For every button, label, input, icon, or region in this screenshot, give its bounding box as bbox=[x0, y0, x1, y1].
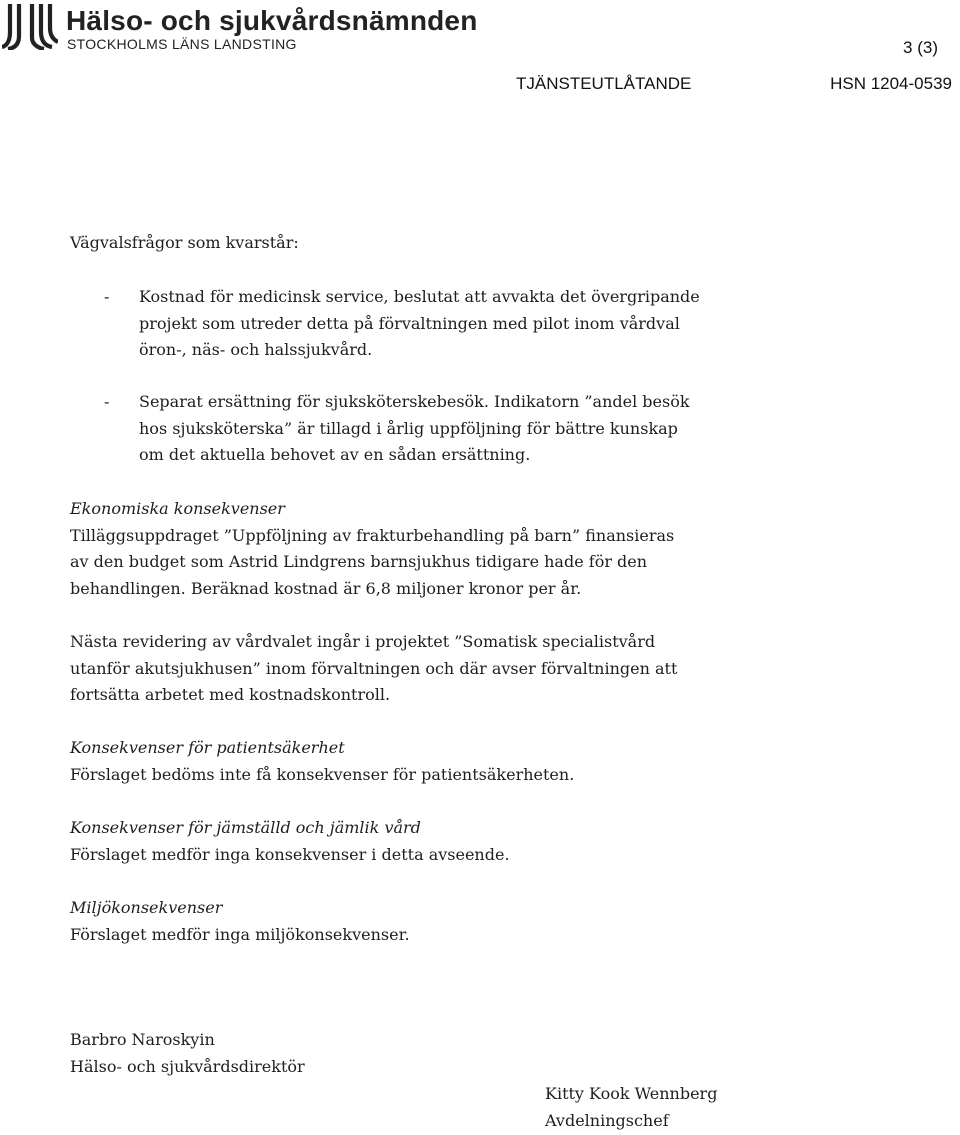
bullet-line: hos sjuksköterska” är tillagd i årlig uppföljning för bättre kunskap bbox=[139, 418, 678, 438]
section-heading: Ekonomiska konsekvenser bbox=[70, 499, 285, 518]
bullet-line: Separat ersättning för sjuksköterskebesök. Indikatorn ”andel besök bbox=[139, 392, 690, 411]
bullet-line: om det aktuella behovet av en sådan ersättning. bbox=[139, 445, 531, 464]
page-number: 3 (3) bbox=[903, 38, 938, 57]
primary-signature bbox=[70, 1027, 305, 1080]
bullet-marker: - bbox=[104, 287, 110, 306]
signatory-title: Hälso- och sjukvårdsdirektör bbox=[70, 1056, 305, 1076]
signatory-title: Avdelningschef bbox=[545, 1110, 669, 1130]
section-heading: Konsekvenser för jämställd och jämlik vård bbox=[70, 818, 421, 837]
section-revision bbox=[70, 629, 677, 709]
signatory-name: Kitty Kook Wennberg bbox=[545, 1084, 718, 1103]
section-line: utanför akutsjukhusen” inom förvaltningen och där avser förvaltningen att bbox=[70, 658, 678, 678]
section-line: av den budget som Astrid Lindgrens barnsjukhus tidigare hade för den bbox=[70, 552, 648, 571]
bullet-marker: - bbox=[104, 392, 110, 411]
document-type: TJÄNSTEUTLÅTANDE bbox=[516, 74, 692, 93]
section-heading: Miljökonsekvenser bbox=[70, 898, 223, 917]
section-line: Förslaget medför inga miljökonsekvenser. bbox=[70, 924, 410, 944]
section-economic bbox=[70, 496, 674, 602]
bullet-line: projekt som utreder detta på förvaltningen med pilot inom vårdval bbox=[139, 313, 680, 333]
landsting-logo-icon bbox=[2, 2, 58, 50]
bullet-line: Kostnad för medicinsk service, beslutat att avvakta det övergripande bbox=[139, 287, 700, 306]
section-line: Förslaget bedöms inte få konsekvenser för patientsäkerheten. bbox=[70, 764, 575, 784]
bullet-line: öron-, näs- och halssjukvård. bbox=[139, 340, 373, 359]
signatory-name: Barbro Naroskyin bbox=[70, 1030, 215, 1049]
section-environment bbox=[70, 895, 410, 948]
section-line: fortsätta arbetet med kostnadskontroll. bbox=[70, 685, 391, 704]
section-heading: Konsekvenser för patientsäkerhet bbox=[70, 738, 345, 757]
secondary-signature bbox=[545, 1081, 717, 1134]
section-patient-safety bbox=[70, 735, 574, 788]
intro-heading: Vägvalsfrågor som kvarstår: bbox=[70, 233, 299, 252]
section-equality bbox=[70, 815, 510, 868]
bullet-item bbox=[139, 284, 700, 364]
document-reference: HSN 1204-0539 bbox=[830, 74, 952, 93]
section-line: Nästa revidering av vårdvalet ingår i projektet ”Somatisk specialistvård bbox=[70, 632, 656, 651]
org-name: Hälso- och sjukvårdsnämnden bbox=[66, 5, 478, 36]
org-subtitle: STOCKHOLMS LÄNS LANDSTING bbox=[67, 36, 297, 52]
bullet-item bbox=[139, 389, 690, 469]
section-line: Förslaget medför inga konsekvenser i detta avseende. bbox=[70, 844, 510, 864]
section-line: Tilläggsuppdraget ”Uppföljning av frakturbehandling på barn” finansieras bbox=[70, 525, 675, 545]
section-line: behandlingen. Beräknad kostnad är 6,8 miljoner kronor per år. bbox=[70, 578, 582, 598]
